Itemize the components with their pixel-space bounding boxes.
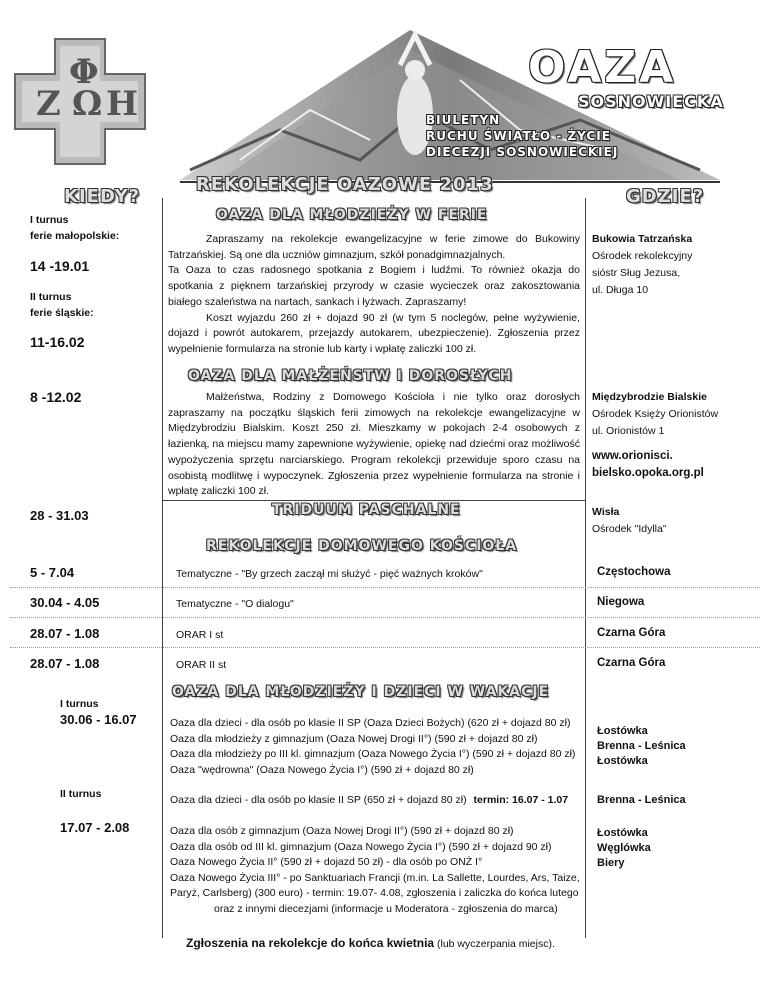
website-link[interactable]: www.orionisci.: [592, 450, 673, 462]
domowego-text: ORAR II st: [176, 659, 227, 671]
malzenstw-title: OAZA DLA MAŁŻEŃSTW I DOROSŁYCH: [188, 368, 513, 384]
offer-line: Paryż, Carlsberg) (300 euro) - termin: 19.07- 4.08, zgłoszenia i zaliczka do końca lutego: [170, 887, 579, 899]
domowego-place: Czarna Góra: [597, 657, 666, 669]
footer-bold: Zgłoszenia na rekolekcje do końca kwietnia: [186, 936, 435, 950]
place-name: Biery: [597, 857, 625, 869]
wakacje-t2-label: II turnus: [60, 788, 102, 800]
ferie-paragraph: Zapraszamy na rekolekcje ewangelizacyjne w ferie zimowe do Bukowiny Tatrzańskiej. Są one dla uczniów gimnazjum, szkół ponadgimnazjalnych.: [168, 233, 580, 261]
offer-line: Oaza dla młodzieży po III kl. gimnazjum (Oaza Nowego Życia I°) (590 zł + dojazd 80 zł): [170, 748, 576, 760]
place-line: ul. Długa 10: [592, 284, 649, 296]
logo-letter-phi: Φ: [69, 52, 99, 92]
website-link[interactable]: bielsko.opoka.org.pl: [592, 467, 704, 479]
domowego-date: 30.04 - 4.05: [30, 595, 100, 610]
wakacje-t2-place: Brenna - Leśnica: [597, 794, 686, 806]
divider-left: [162, 198, 163, 938]
divider-triduum: [162, 500, 585, 501]
malzenstw-text: Małżeństwa, Rodziny z Domowego Kościoła i nie tylko oraz dorosłych zapraszamy na początku śląskich ferii zimowych na rekolekcje ewangelizacyjne w Międzybrodziu Bialskim. Koszt 250 zł. Mieszkamy w pokojach 2-4 osobowych z łazienką, na miejscu mamy zapewnione wyżywienie, opiekę nad dziećmi oraz możliwość wypożyczenia sprzętu narciarskiego. Program rekolekcji przewiduje sporo czasu na osobistą modlitwę i wypoczynek. Zgłoszenia przez wypełnienie formularza na stronie i wpłatę zaliczki 100 zł.: [168, 391, 580, 498]
offer-line: Oaza "wędrowna" (Oaza Nowego Życia I°) (590 zł + dojazd 80 zł): [170, 763, 474, 776]
divider-right: [585, 198, 586, 938]
place-name: Brenna - Leśnica: [597, 740, 686, 752]
offer-line: Oaza Nowego Życia II° (590 zł + dojazd 50 zł) - dla osób po ONŻ I°: [170, 856, 483, 868]
logo-letter-eta: Η: [106, 84, 139, 124]
ferie-turn1-sub: ferie małopolskie:: [30, 230, 120, 242]
bulletin-line: DIECEZJI SOSNOWIECKIEJ: [426, 145, 619, 159]
place-name: Łostówka: [597, 725, 648, 737]
ferie-title: OAZA DLA MŁODZIEŻY W FERIE: [216, 207, 488, 223]
wakacje-title: OAZA DLA MŁODZIEŻY I DZIECI W WAKACJE: [172, 684, 550, 700]
place-name: Wisła: [592, 506, 620, 518]
ferie-turn2-date: 11-16.02: [30, 334, 85, 350]
triduum-title: TRIDUUM PASCHALNE: [272, 502, 461, 518]
domowego-place: Częstochowa: [597, 566, 671, 578]
place-name: Międzybrodzie Bialskie: [592, 391, 707, 403]
domowego-date: 28.07 - 1.08: [30, 626, 100, 641]
row-divider: [10, 617, 760, 618]
wakacje-t1-date: 30.06 - 16.07: [60, 712, 137, 727]
domowego-place: Czarna Góra: [597, 627, 666, 639]
domowego-text: ORAR I st: [176, 629, 224, 641]
malzenstw-date: 8 -12.02: [30, 389, 82, 405]
triduum-date: 28 - 31.03: [30, 508, 89, 523]
place-line: Ośrodek rekolekcyjny: [592, 250, 693, 262]
offer-line: Oaza dla osób z gimnazjum (Oaza Nowej Drogi II°) (590 zł + dojazd 80 zł): [170, 825, 514, 837]
offer-line: Oaza dla młodzieży z gimnazjum (Oaza Nowej Drogi II°) (590 zł + dojazd 80 zł): [170, 732, 538, 745]
main-title: REKOLEKCJE OAZOWE 2013: [196, 174, 494, 195]
wakacje-t2-line: [170, 793, 568, 809]
bulletin-line: RUCHU ŚWIATŁO - ŻYCIE: [426, 129, 611, 143]
row-divider: [10, 587, 760, 588]
place-name: Bukowia Tatrzańska: [592, 233, 693, 245]
ferie-place: [592, 231, 692, 299]
place-line: Ośrodek Księży Orionistów: [592, 408, 719, 420]
place-name: Łostówka: [597, 755, 648, 767]
ferie-text: [168, 232, 580, 358]
ferie-turn1-date: 14 -19.01: [30, 258, 90, 274]
domowego-date: 28.07 - 1.08: [30, 656, 100, 671]
wakacje-t3-lines: [170, 824, 580, 917]
offer-line: Oaza dla dzieci - dla osób po klasie II SP (650 zł + dojazd 80 zł): [170, 794, 467, 806]
wakacje-t1-places: [597, 724, 686, 769]
offer-line: oraz z innymi diecezjami (informacje u Moderatora - zgłoszenia do marca): [214, 902, 558, 915]
logo: [10, 34, 150, 169]
wakacje-t3-date: 17.07 - 2.08: [60, 820, 130, 835]
offer-line: Oaza dla osób od III kl. gimnazjum (Oaza Nowego Życia I°) (590 zł + dojazd 90 zł): [170, 840, 552, 853]
malzenstw-place: [592, 389, 718, 482]
triduum-place: [592, 504, 667, 538]
wakacje-t3-places: [597, 826, 651, 871]
bulletin-line: BIULETYN: [426, 113, 501, 127]
domowego-date: 5 - 7.04: [30, 565, 75, 580]
ferie-turn2-sub: ferie śląskie:: [30, 307, 94, 319]
domowego-title: REKOLEKCJE DOMOWEGO KOŚCIOŁA: [206, 538, 518, 554]
ferie-paragraph: Ta Oaza to czas radosnego spotkania z Bogiem i ludźmi. To również okazja do spotkania z pięknem tarzańskiej przyrody w czasie wycieczek oraz zakosztowania białego szaleństwa na nartach, sankach i łyżwach. Zapraszamy!: [168, 264, 580, 308]
place-name: Łostówka: [597, 827, 648, 839]
logo-letter-zeta: Ζ: [36, 84, 61, 124]
ferie-turn1-label: I turnus: [30, 214, 69, 226]
domowego-text: Tematyczne - "O dialogu": [176, 598, 294, 610]
kiedy-heading: KIEDY?: [64, 186, 141, 207]
domowego-text: Tematyczne - "By grzech zaczął mi służyć - pięć ważnych kroków": [176, 568, 483, 580]
oaza-title: OAZA: [528, 42, 677, 93]
bulletin-lines: [426, 112, 618, 160]
ferie-turn2-label: II turnus: [30, 291, 72, 303]
sosnowiecka-title: SOSNOWIECKA: [578, 92, 724, 111]
ferie-paragraph: Koszt wyjazdu 260 zł + dojazd 90 zł (w tym 5 noclegów, pełne wyżywienie, dojazd i powrót autokarem, przejazdy autokarem, ubezpieczenie). Zgłoszenia przez wypełnienie formularza na stronie lub karty i wpłatę zaliczki 100 zł.: [168, 311, 580, 355]
place-line: Ośrodek "Idylla": [592, 523, 667, 535]
footer-normal: (lub wyczerpania miejsc).: [434, 938, 555, 950]
row-divider: [10, 647, 760, 648]
footer-note: [186, 936, 555, 950]
place-line: ul. Orionistów 1: [592, 425, 665, 437]
place-name: Węglówka: [597, 842, 651, 854]
domowego-place: Niegowa: [597, 596, 645, 608]
place-line: sióstr Sług Jezusa,: [592, 267, 681, 279]
wakacje-t1-label: I turnus: [60, 698, 99, 710]
wakacje-t1-lines: [170, 716, 575, 778]
gdzie-heading: GDZIE?: [626, 186, 705, 207]
offer-line: Oaza Nowego Życia III° - po Sanktuariach Francji (m.in. La Sallette, Lourdes, Ars, Taize,: [170, 871, 580, 884]
logo-letter-omega: Ω: [72, 84, 103, 124]
offer-term: termin: 16.07 - 1.07: [473, 794, 569, 806]
offer-line: Oaza dla dzieci - dla osób po klasie II SP (Oaza Dzieci Bożych) (620 zł + dojazd 80 zł): [170, 717, 571, 729]
